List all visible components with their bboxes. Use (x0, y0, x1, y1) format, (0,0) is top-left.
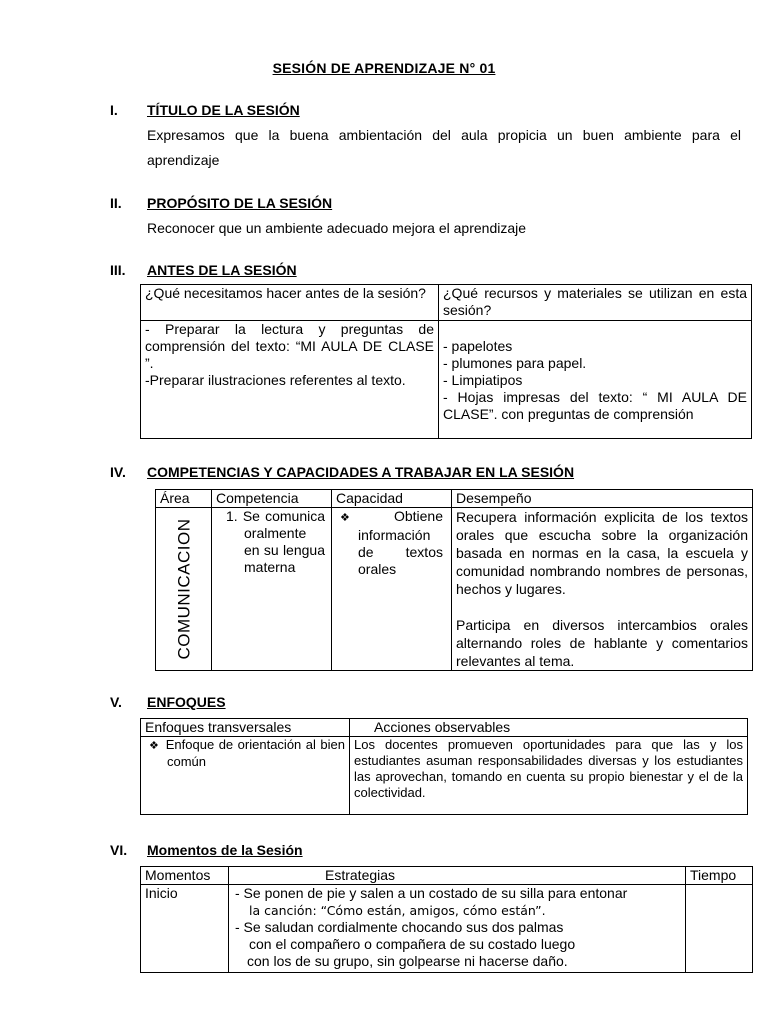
antes-action-2: -Preparar ilustraciones referentes al texto. (145, 372, 406, 388)
section-4-heading: COMPETENCIAS Y CAPACIDADES A TRABAJAR EN LA SESIÓN (147, 464, 575, 480)
document-title: SESIÓN DE APRENDIZAJE N° 01 (272, 60, 496, 76)
momentos-header-3: Tiempo (686, 867, 753, 885)
section-1-number: I. (110, 102, 118, 118)
desempeno-1: Recupera información explicita de los textos orales que escucha sobre la organización basada en normas en la casa, la escuela y comunidad nombrando nombres de personas, hechos y lugares. (456, 509, 748, 597)
desempeno-cell (452, 508, 753, 671)
antes-header-2: ¿Qué recursos y materiales se utilizan en esta sesión? (439, 285, 752, 321)
enfoque-text: Enfoque de orientación al bien común (165, 737, 345, 769)
enfoques-table (140, 718, 748, 815)
section-3-number: III. (110, 262, 126, 278)
section-5-heading: ENFOQUES (147, 694, 226, 710)
diamond-bullet-icon (340, 508, 394, 524)
resource-item: - papelotes (443, 338, 513, 354)
section-6-heading: Momentos de la Sesión (147, 842, 303, 858)
momentos-header-1: Momentos (141, 867, 229, 885)
section-2-heading: PROPÓSITO DE LA SESIÓN (147, 195, 333, 211)
capacidad-cell (332, 508, 452, 671)
area-cell (156, 508, 212, 671)
competencias-header-desempeno: Desempeño (452, 490, 753, 508)
section-1-text: Expresamos que la buena ambientación del aula propicia un buen ambiente para el aprendizaje (147, 127, 741, 168)
competencia-cell (212, 508, 332, 671)
momentos-header-2: Estrategias (229, 867, 686, 885)
section-2-text: Reconocer que un ambiente adecuado mejora el aprendizaje (147, 220, 527, 236)
competencias-header-competencia: Competencia (212, 490, 332, 508)
estrategia-line-3: - Se saludan cordialmente chocando sus dos palmas (235, 919, 564, 935)
area-label: COMUNICACION (174, 518, 193, 660)
estrategia-line-5: con los de su grupo, sin golpearse ni hacerse daño. (247, 953, 568, 969)
momentos-table (140, 866, 753, 973)
antes-actions-cell (141, 321, 439, 439)
antes-header-1: ¿Qué necesitamos hacer antes de la sesión? (141, 285, 439, 321)
resource-item: - Limpiatipos (443, 372, 523, 388)
antes-table (140, 284, 752, 439)
section-3-heading: ANTES DE LA SESIÓN (147, 262, 297, 278)
competencia-text: 1. Se comunica oralmente en su lengua materna (226, 508, 325, 575)
acciones-cell: Los docentes promueven oportunidades para que las y los estudiantes asuman responsabilidades diversas y los estudiantes las aprovechan, tomando en cuenta su propio bienestar y el de la colectividad. (350, 737, 748, 815)
estrategias-cell (229, 885, 686, 973)
section-1-heading: TÍTULO DE LA SESIÓN (147, 102, 300, 118)
competencias-table (155, 489, 753, 671)
resource-item: - Hojas impresas del texto: “ MI AULA DE CLASE”. con preguntas de comprensión (443, 389, 747, 422)
section-6-number: VI. (110, 842, 128, 858)
enfoques-header-1: Enfoques transversales (141, 719, 350, 737)
resource-item: - plumones para papel. (443, 355, 587, 371)
antes-resources-cell (439, 321, 752, 439)
estrategia-line-1: - Se ponen de pie y salen a un costado de su silla para entonar (235, 885, 628, 901)
enfoques-header-2: Acciones observables (350, 719, 748, 737)
momento-cell: Inicio (141, 885, 229, 973)
estrategia-line-2: la canción: “Cómo están, amigos, cómo están”. (249, 903, 546, 918)
section-2-number: II. (110, 195, 122, 211)
tiempo-cell (686, 885, 753, 973)
enfoque-cell (141, 737, 350, 815)
section-4-number: IV. (110, 464, 126, 480)
desempeno-2: Participa en diversos intercambios orales alternando roles de hablante y comentarios relevantes al tema. (456, 617, 748, 669)
antes-action-1: - Preparar la lectura y preguntas de comprensión del texto: “MI AULA DE CLASE ”. (145, 321, 434, 371)
estrategia-line-4: con el compañero o compañera de su costado luego (249, 936, 576, 952)
capacidad-text: Obtiene información de textos orales (358, 508, 443, 577)
section-5-number: V. (110, 694, 122, 710)
enfoque-bullet (145, 737, 345, 770)
capacidad-bullet (336, 508, 443, 578)
competencias-header-area: Área (156, 490, 212, 508)
diamond-bullet-icon (149, 737, 166, 752)
competencias-header-capacidad: Capacidad (332, 490, 452, 508)
